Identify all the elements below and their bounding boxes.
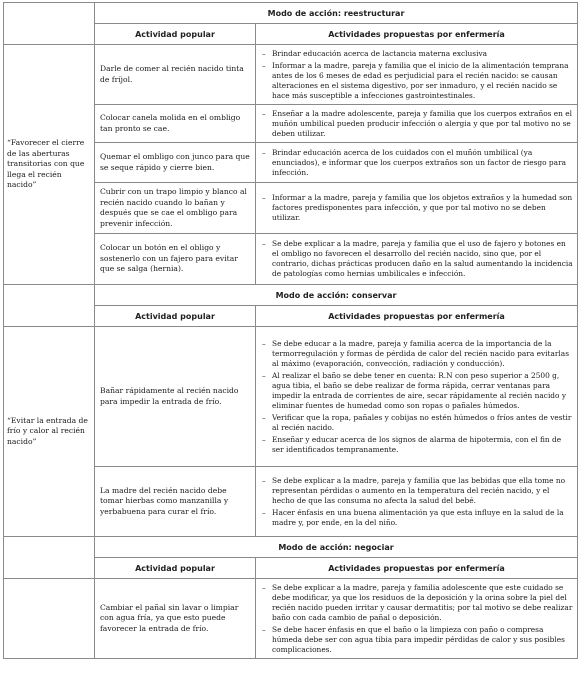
proposal-item: – Verificar que la ropa, pañales y cobijas no estén húmedos o fríos antes de vestir al recién nacido. <box>262 413 573 433</box>
proposal-item: – Brindar educación acerca de lactancia materna exclusiva <box>262 49 573 59</box>
section-3-header-blank <box>4 558 95 579</box>
activity-cell: Quemar el ombligo con junco para que se seque rápido y cierre bien. <box>95 143 256 183</box>
proposal-item: – Enseñar y educar acerca de los signos de alarma de hipotermia, con el fin de ser identificados tempranamente. <box>262 435 573 455</box>
section-1-col-proposals: Actividades propuestas por enfermería <box>256 24 578 45</box>
proposals-cell <box>256 143 578 183</box>
section-2-objective: “Evitar la entrada de frío y calor al recién nacido” <box>4 327 95 537</box>
activity-cell: Cambiar el pañal sin lavar o limpiar con agua fría, ya que esto puede favorecer la entrada de frío. <box>95 579 256 659</box>
section-1-header-row <box>4 24 578 45</box>
proposal-item: – Se debe explicar a la madre, pareja y familia que el uso de fajero y botones en el ombligo no favorecen el desarrollo del recién nacido, sino que, por el contrario, dichas prácticas producen daño en la salud aumentando la incidencia de patologías como hernias umbilicales e infección. <box>262 239 573 279</box>
section-3-mode-title: Modo de acción: negociar <box>95 537 578 558</box>
proposal-item: – Informar a la madre, pareja y familia que los objetos extraños y la humedad son factores predisponentes para infección, y que por tal motivo no se deben utilizar. <box>262 193 573 223</box>
proposal-item: – Se debe educar a la madre, pareja y familia acerca de la importancia de la termorregulación y formas de pérdida de calor del recién nacido para evitarlas al máximo (evaporación, convección, radiación y conducción). <box>262 339 573 369</box>
section-3-blank-corner <box>4 537 95 558</box>
section-1-blank-corner <box>4 3 95 24</box>
proposals-cell <box>256 327 578 467</box>
table-row <box>4 327 578 467</box>
activity-cell: Bañar rápidamente al recién nacido para impedir la entrada de frío. <box>95 327 256 467</box>
section-3-objective <box>4 579 95 659</box>
activity-cell: La madre del recién nacido debe tomar hierbas como manzanilla y yerbabuena para curar el frío. <box>95 467 256 537</box>
section-1-objective: “Favorecer el cierre de las aberturas transitorias con que llega el recién nacido” <box>4 45 95 285</box>
section-2-header-blank <box>4 306 95 327</box>
activity-cell: Colocar canela molida en el ombligo tan pronto se cae. <box>95 105 256 143</box>
proposals-cell <box>256 467 578 537</box>
section-2-header-row <box>4 306 578 327</box>
section-3-header-row <box>4 558 578 579</box>
proposal-item: – Informar a la madre, pareja y familia que el inicio de la alimentación temprana antes de los 6 meses de edad es perjudicial para el recién nacido: se causan alteraciones en el sistema digestivo, por ser inmaduro, y el recién nacido se hace más susceptible a infecciones gastrointestinales. <box>262 61 573 101</box>
section-1-mode-title: Modo de acción: reestructurar <box>95 3 578 24</box>
proposal-item: – Al realizar el baño se debe tener en cuenta: R.N con peso superior a 2500 g, agua tibia, el baño se debe realizar de forma rápida, cerrar ventanas para impedir la entrada de corrientes de aire, secar rápidamente al recién nacido y eliminar fuentes de humedad como son ropas o pañales húmedos. <box>262 371 573 411</box>
proposal-item: – Hacer énfasis en una buena alimentación ya que esta influye en la salud de la madre y, por ende, en la del niño. <box>262 508 573 528</box>
activity-cell: Cubrir con un trapo limpio y blanco al recién nacido cuando lo bañan y después que se cae el ombligo para prevenir infección. <box>95 183 256 234</box>
proposals-cell <box>256 579 578 659</box>
table-row <box>4 579 578 659</box>
activity-cell: Colocar un botón en el obligo y sostenerlo con un fajero para evitar que se salga (hernia). <box>95 234 256 285</box>
section-2-col-activity: Actividad popular <box>95 306 256 327</box>
proposals-cell <box>256 183 578 234</box>
section-2-col-proposals: Actividades propuestas por enfermería <box>256 306 578 327</box>
section-2-mode-title: Modo de acción: conservar <box>95 285 578 306</box>
section-3-col-proposals: Actividades propuestas por enfermería <box>256 558 578 579</box>
document-page <box>0 2 580 683</box>
care-activities-table <box>3 2 578 659</box>
section-1-col-activity: Actividad popular <box>95 24 256 45</box>
section-2-blank-corner <box>4 285 95 306</box>
proposals-cell <box>256 105 578 143</box>
table-row <box>4 45 578 105</box>
activity-cell: Darle de comer al recién nacido tinta de fríjol. <box>95 45 256 105</box>
proposals-cell <box>256 45 578 105</box>
proposal-item: – Se debe hacer énfasis en que el baño o la limpieza con paño o compresa húmeda debe ser con agua tibia para impedir pérdidas de calor y sus posibles complicaciones. <box>262 625 573 655</box>
proposals-cell <box>256 234 578 285</box>
section-1-header-blank <box>4 24 95 45</box>
proposal-item: – Se debe explicar a la madre, pareja y familia que las bebidas que ella tome no representan pérdidas o aumento en la temperatura del recién nacido, y el hecho de que las consuma no afecta la salud del bebé. <box>262 476 573 506</box>
section-2-mode-row <box>4 285 578 306</box>
proposal-item: – Se debe explicar a la madre, pareja y familia adolescente que este cuidado se debe modificar, ya que los residuos de la deposición y la orina sobre la piel del recién nacido pueden irritar y causar dermatitis; por tal motivo se debe realizar baño con cada cambio de pañal o deposición. <box>262 583 573 623</box>
proposal-item: – Enseñar a la madre adolescente, pareja y familia que los cuerpos extraños en el muñón umbilical pueden producir infección o alergia y que por tal motivo no se deben utilizar. <box>262 109 573 139</box>
section-3-col-activity: Actividad popular <box>95 558 256 579</box>
proposal-item: – Brindar educación acerca de los cuidados con el muñón umbilical (ya enunciados), e informar que los cuerpos extraños son un factor de riesgo para infección. <box>262 148 573 178</box>
section-3-mode-row <box>4 537 578 558</box>
section-1-mode-row <box>4 3 578 24</box>
